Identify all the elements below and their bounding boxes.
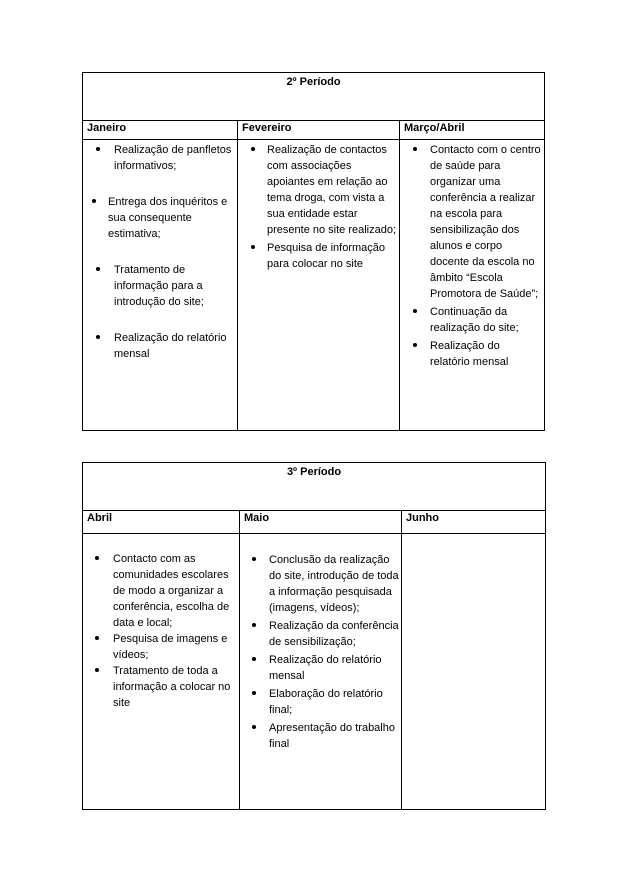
- list-item: Realização do relatório mensal: [400, 338, 544, 370]
- list-item: Tratamento de informação para a introdução do site;: [83, 262, 237, 310]
- list-item: Realização de panfletos informativos;: [83, 142, 237, 174]
- list-item: Realização do relatório mensal: [83, 330, 237, 362]
- month-header-junho: Junho: [402, 511, 546, 534]
- bullet-icon: [95, 556, 99, 560]
- bullet-icon: [252, 623, 256, 627]
- period3-title: 3º Período: [83, 463, 546, 511]
- bullet-icon: [413, 147, 417, 151]
- list-item: Conclusão da realização do site, introdução de toda a informação pesquisada (imagens, vídeos);: [240, 552, 401, 616]
- list-item: Realização de contactos com associações apoiantes em relação ao tema droga, com vista a sua entidade estar presente no site realizado;: [238, 142, 399, 238]
- month-cell-abril: [83, 534, 240, 810]
- bullet-icon: [95, 668, 99, 672]
- bullet-icon: [96, 267, 100, 271]
- bullet-icon: [96, 335, 100, 339]
- month-header-abril: Abril: [83, 511, 240, 534]
- bullet-icon: [252, 725, 256, 729]
- month-header-janeiro: Janeiro: [83, 121, 238, 140]
- list-item: Elaboração do relatório final;: [240, 686, 401, 718]
- month-cell-janeiro: [83, 140, 238, 431]
- list-item: Tratamento de toda a informação a colocar no site: [83, 663, 239, 711]
- list-item: Pesquisa de imagens e vídeos;: [83, 631, 239, 663]
- period2-table: [82, 72, 545, 431]
- month-cell-maio: [240, 534, 402, 810]
- month-cell-junho: [402, 534, 546, 810]
- bullet-icon: [413, 343, 417, 347]
- list-item: Realização do relatório mensal: [240, 652, 401, 684]
- bullet-icon: [95, 636, 99, 640]
- period2-title: 2º Período: [83, 73, 545, 121]
- month-header-fevereiro: Fevereiro: [238, 121, 400, 140]
- bullet-icon: [252, 691, 256, 695]
- bullet-icon: [96, 147, 100, 151]
- period3-table: [82, 462, 546, 810]
- month-header-maio: Maio: [240, 511, 402, 534]
- list-item: Apresentação do trabalho final: [240, 720, 401, 752]
- bullet-icon: [251, 245, 255, 249]
- bullet-icon: [92, 199, 96, 203]
- list-item: Contacto com as comunidades escolares de modo a organizar a conferência, escolha de data e local;: [83, 551, 239, 631]
- bullet-icon: [252, 657, 256, 661]
- bullet-icon: [252, 557, 256, 561]
- list-item: Pesquisa de informação para colocar no site: [238, 240, 399, 272]
- bullet-icon: [251, 147, 255, 151]
- month-cell-fevereiro: [238, 140, 400, 431]
- month-cell-marco-abril: [400, 140, 545, 431]
- list-item: Continuação da realização do site;: [400, 304, 544, 336]
- list-item: Realização da conferência de sensibilização;: [240, 618, 401, 650]
- list-item: Entrega dos inquéritos e sua consequente estimativa;: [83, 194, 237, 242]
- bullet-icon: [413, 309, 417, 313]
- list-item: Contacto com o centro de saúde para organizar uma conferência a realizar na escola para sensibilização dos alunos e corpo docente da escola no âmbito “Escola Promotora de Saúde”;: [400, 142, 544, 302]
- month-header-marco-abril: Março/Abril: [400, 121, 545, 140]
